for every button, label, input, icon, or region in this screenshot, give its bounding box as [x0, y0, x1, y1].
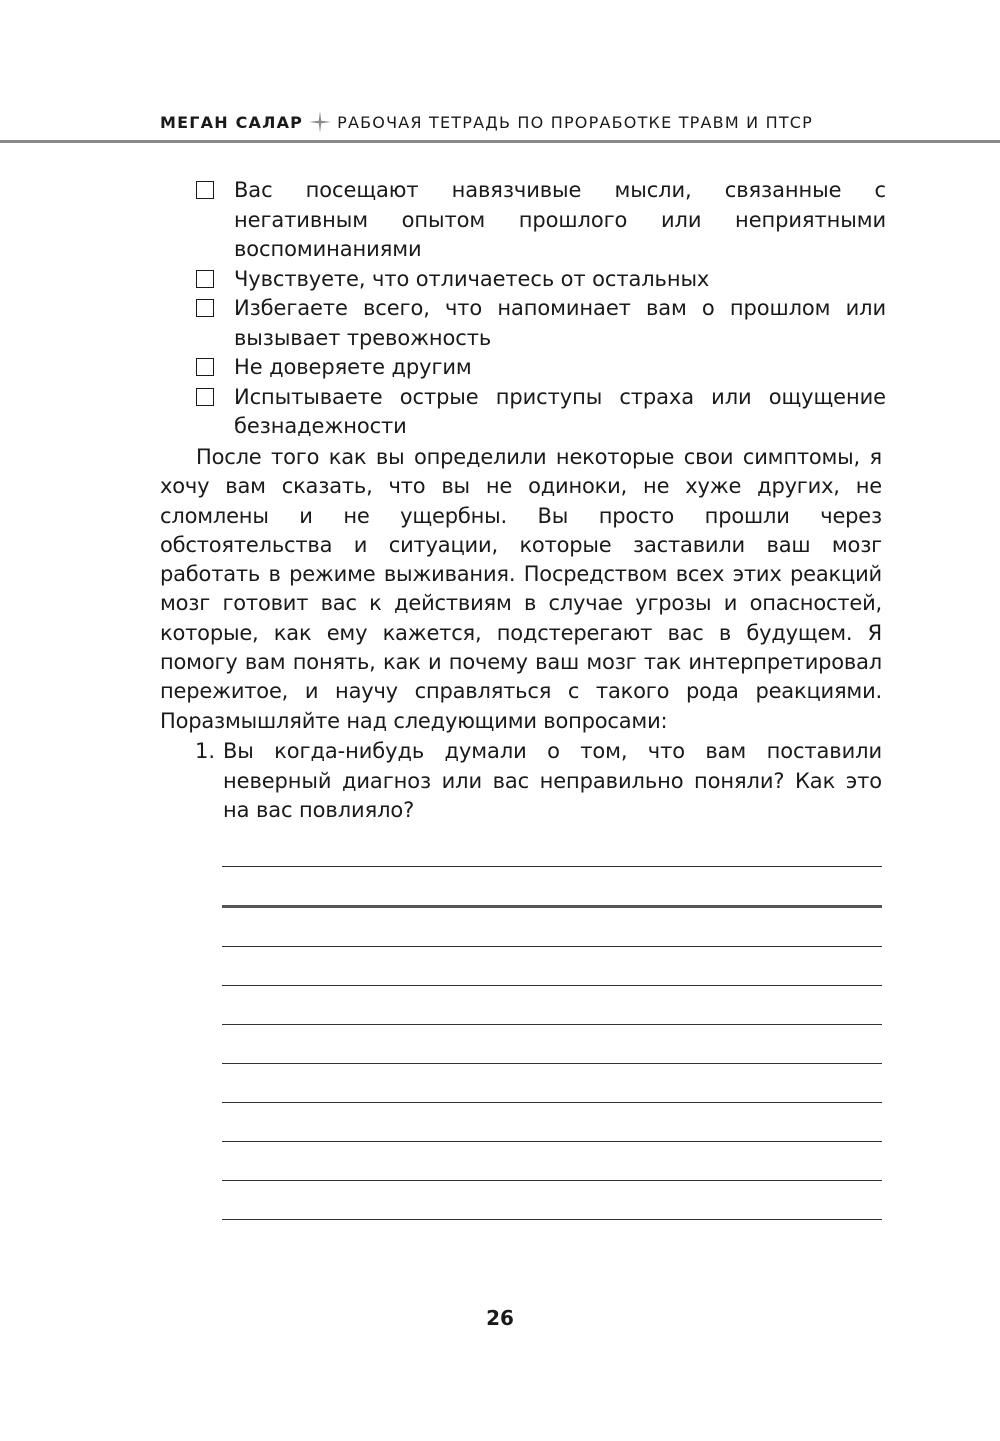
answer-line[interactable] — [222, 1063, 882, 1064]
answer-line[interactable] — [222, 905, 882, 908]
checklist-item-text: Испытываете острые приступы страха или ощущение безнадежности — [234, 384, 886, 438]
header-divider — [0, 140, 1000, 143]
body-paragraph: После того как вы определили некоторые свои симптомы, я хочу вам сказать, что вы не одиноки, не хуже других, не сломлены и не ущербны. Вы просто прошли через обстоятельства и ситуации, которые заставили ваш мозг работать в режиме выживания. Посредством всех этих реакций мозг готовит вас к действиям в случае угрозы и опасностей, которые, как ему кажется, подстерегают вас в будущем. Я помогу вам понять, как и почему ваш мозг так интерпретировал пережитое, и научу справляться с такого рода реакциями. Поразмышляйте над следующими вопросами: — [160, 445, 882, 733]
header-book-title: РАБОЧАЯ ТЕТРАДЬ ПО ПРОРАБОТКЕ ТРАВМ И ПТСР — [337, 112, 814, 132]
answer-line[interactable] — [222, 1219, 882, 1220]
answer-line[interactable] — [222, 866, 882, 867]
checklist-item — [196, 294, 886, 353]
checklist-item — [196, 353, 886, 383]
answer-line[interactable] — [222, 1141, 882, 1142]
symptom-checklist — [196, 176, 886, 442]
checklist-item — [196, 383, 886, 442]
checklist-item-text: Вас посещают навязчивые мысли, связанные с негативным опытом прошлого или неприятными воспоминаниями — [234, 178, 886, 261]
checklist-item-text: Чувствуете, что отличаетесь от остальных — [234, 266, 710, 291]
checkbox[interactable] — [196, 181, 214, 199]
checklist-item-text: Не доверяете другим — [234, 355, 472, 379]
running-header — [160, 111, 813, 133]
checkbox[interactable] — [196, 388, 214, 406]
checklist-item — [196, 176, 886, 265]
answer-line[interactable] — [222, 1180, 882, 1181]
answer-area[interactable] — [222, 866, 882, 1258]
checkbox[interactable] — [196, 270, 214, 288]
answer-line[interactable] — [222, 1024, 882, 1025]
answer-line[interactable] — [222, 946, 882, 947]
answer-line[interactable] — [222, 985, 882, 986]
checkbox[interactable] — [196, 299, 214, 317]
question-text: Вы когда-нибудь думали о том, что вам поставили неверный диагноз или вас неправильно поняли? Как это на вас повлияло? — [223, 739, 882, 822]
checkbox[interactable] — [196, 358, 214, 376]
four-point-star-icon — [309, 111, 331, 133]
checklist-item — [196, 265, 886, 295]
page-number: 26 — [486, 1306, 514, 1330]
header-author: МЕГАН САЛАР — [160, 112, 304, 132]
answer-line[interactable] — [222, 1102, 882, 1103]
question-number: 1. — [195, 739, 216, 763]
checklist-item-text: Избегаете всего, что напоминает вам о прошлом или вызывает тревожность — [234, 296, 886, 350]
question-item — [195, 737, 882, 826]
